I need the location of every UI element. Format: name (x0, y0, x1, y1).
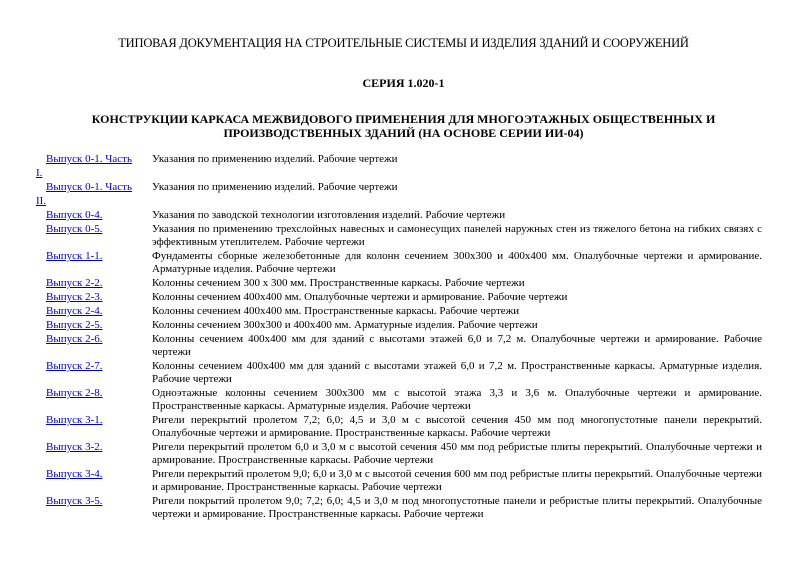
issue-link-cell (46, 277, 152, 291)
issue-description: Указания по применению изделий. Рабочие чертежи (152, 181, 398, 193)
issue-link[interactable]: Выпуск 2-5. (46, 319, 103, 331)
issue-link[interactable]: Выпуск 2-4. (46, 305, 103, 317)
series-title: КОНСТРУКЦИИ КАРКАСА МЕЖВИДОВОГО ПРИМЕНЕНИЯ ДЛЯ МНОГОЭТАЖНЫХ ОБЩЕСТВЕННЫХ И ПРОИЗВОДСТВЕННЫХ ЗДАНИЙ (НА ОСНОВЕ СЕРИИ ИИ-04) (91, 112, 716, 140)
list-item (46, 250, 762, 277)
issue-description: Ригели перекрытий пролетом 6,0 и 3,0 м с высотой сечения 450 мм под ребристые плиты перекрытий. Опалубочные чертежи и армирование. Пространственные каркасы. Рабочие чертежи (152, 441, 762, 466)
issue-description: Колонны сечением 300х300 и 400х400 мм. Арматурные изделия. Рабочие чертежи (152, 319, 538, 331)
issue-link[interactable]: Выпуск 0-4. (46, 209, 103, 221)
issue-link[interactable]: Выпуск 2-7. (46, 360, 103, 372)
issue-description: Колонны сечением 400х400 мм для зданий с высотами этажей 6,0 и 7,2 м. Пространственные каркасы. Арматурные изделия. Рабочие чертежи (152, 360, 762, 385)
list-item (46, 387, 762, 414)
issue-list (36, 153, 762, 522)
issue-link-cell (46, 360, 152, 387)
issue-link[interactable]: Выпуск 1-1. (46, 250, 103, 262)
issue-link[interactable]: Выпуск 3-4. (46, 468, 103, 480)
issue-link-cell (46, 333, 152, 360)
issue-link[interactable]: Выпуск 3-2. (46, 441, 103, 453)
issue-description: Указания по заводской технологии изготовления изделий. Рабочие чертежи (152, 209, 506, 221)
issue-link-cell (46, 319, 152, 333)
issue-link[interactable]: Выпуск 3-1. (46, 414, 103, 426)
list-item (46, 181, 762, 195)
issue-link-part[interactable]: I. (36, 167, 43, 179)
list-item (46, 291, 762, 305)
issue-description: Указания по применению трехслойных навесных и самонесущих панелей наружных стен из тяжелого бетона на гибких связях с эффективным утеплителем. Рабочие чертежи (152, 223, 762, 248)
list-item (46, 333, 762, 360)
issue-link-cell (46, 223, 152, 250)
issue-link-cell (46, 441, 152, 468)
issue-description: Указания по применению изделий. Рабочие чертежи (152, 153, 398, 165)
issue-link-cell (46, 181, 152, 195)
issue-link[interactable]: Выпуск 2-3. (46, 291, 103, 303)
list-item-continuation (46, 167, 762, 181)
list-item (46, 209, 762, 223)
issue-link[interactable]: Выпуск 2-2. (46, 277, 103, 289)
issue-link-part[interactable]: II. (36, 195, 47, 207)
collection-header: ТИПОВАЯ ДОКУМЕНТАЦИЯ НА СТРОИТЕЛЬНЫЕ СИСТЕМЫ И ИЗДЕЛИЯ ЗДАНИЙ И СООРУЖЕНИЙ (118, 36, 689, 50)
issue-description: Колонны сечением 400х400 мм. Пространственные каркасы. Рабочие чертежи (152, 305, 520, 317)
list-item (46, 319, 762, 333)
issue-description: Ригели покрытий пролетом 9,0; 7,2; 6,0; 4,5 и 3,0 м под многопустотные панели и ребристые плиты перекрытий. Опалубочные чертежи и армирование. Пространственные каркасы. Рабочие чертежи (152, 495, 762, 520)
issue-link-cell (46, 291, 152, 305)
issue-link-cell (46, 250, 152, 277)
issue-description: Колонны сечением 400х400 мм для зданий с высотами этажей 6,0 и 7,2 м. Опалубочные чертежи и армирование. Рабочие чертежи (152, 333, 762, 358)
issue-link[interactable]: Выпуск 2-6. (46, 333, 103, 345)
list-item (46, 277, 762, 291)
issue-link-cell (46, 468, 152, 495)
issue-description: Фундаменты сборные железобетонные для колонн сечением 300х300 и 400х400 мм. Опалубочные чертежи и армирование. Арматурные изделия. Рабочие чертежи (152, 250, 762, 275)
issue-link-cell (46, 387, 152, 414)
issue-description: Колонны сечением 300 х 300 мм. Пространственные каркасы. Рабочие чертежи (152, 277, 525, 289)
issue-link-cell (46, 209, 152, 223)
issue-link-cell (46, 495, 152, 522)
issue-link-cell (46, 153, 152, 167)
series-number: СЕРИЯ 1.020-1 (362, 76, 445, 90)
list-item (46, 495, 762, 522)
issue-link-continuation-cell (36, 167, 752, 181)
issue-link[interactable]: Выпуск 2-8. (46, 387, 103, 399)
issue-link-continuation-cell (36, 195, 752, 209)
list-item (46, 468, 762, 495)
issue-link[interactable]: Выпуск 0-1. Часть (46, 153, 132, 165)
issue-link[interactable]: Выпуск 0-1. Часть (46, 181, 132, 193)
list-item (46, 414, 762, 441)
list-item (46, 153, 762, 167)
list-item (46, 360, 762, 387)
issue-link-cell (46, 305, 152, 319)
list-item (46, 223, 762, 250)
issue-description: Колонны сечением 400х400 мм. Опалубочные чертежи и армирование. Рабочие чертежи (152, 291, 568, 303)
issue-link[interactable]: Выпуск 0-5. (46, 223, 103, 235)
issue-description: Ригели перекрытий пролетом 7,2; 6,0; 4,5 и 3,0 м с высотой сечения 450 мм под многопустотные панели перекрытий. Опалубочные чертежи и армирование. Пространственные каркасы. Рабочие чертежи (152, 414, 762, 439)
list-item (46, 305, 762, 319)
list-item (46, 441, 762, 468)
issue-link[interactable]: Выпуск 3-5. (46, 495, 103, 507)
issue-description: Ригели перекрытий пролетом 9,0; 6,0 и 3,0 м с высотой сечения 600 мм под ребристые плиты перекрытий. Опалубочные чертежи и армирование. Пространственные каркасы. Рабочие чертежи (152, 468, 762, 493)
issue-description: Одноэтажные колонны сечением 300х300 мм с высотой этажа 3,3 и 3,6 м. Опалубочные чертежи и армирование. Пространственные каркасы. Арматурные изделия. Рабочие чертежи (152, 387, 762, 412)
list-item-continuation (46, 195, 762, 209)
issue-link-cell (46, 414, 152, 441)
